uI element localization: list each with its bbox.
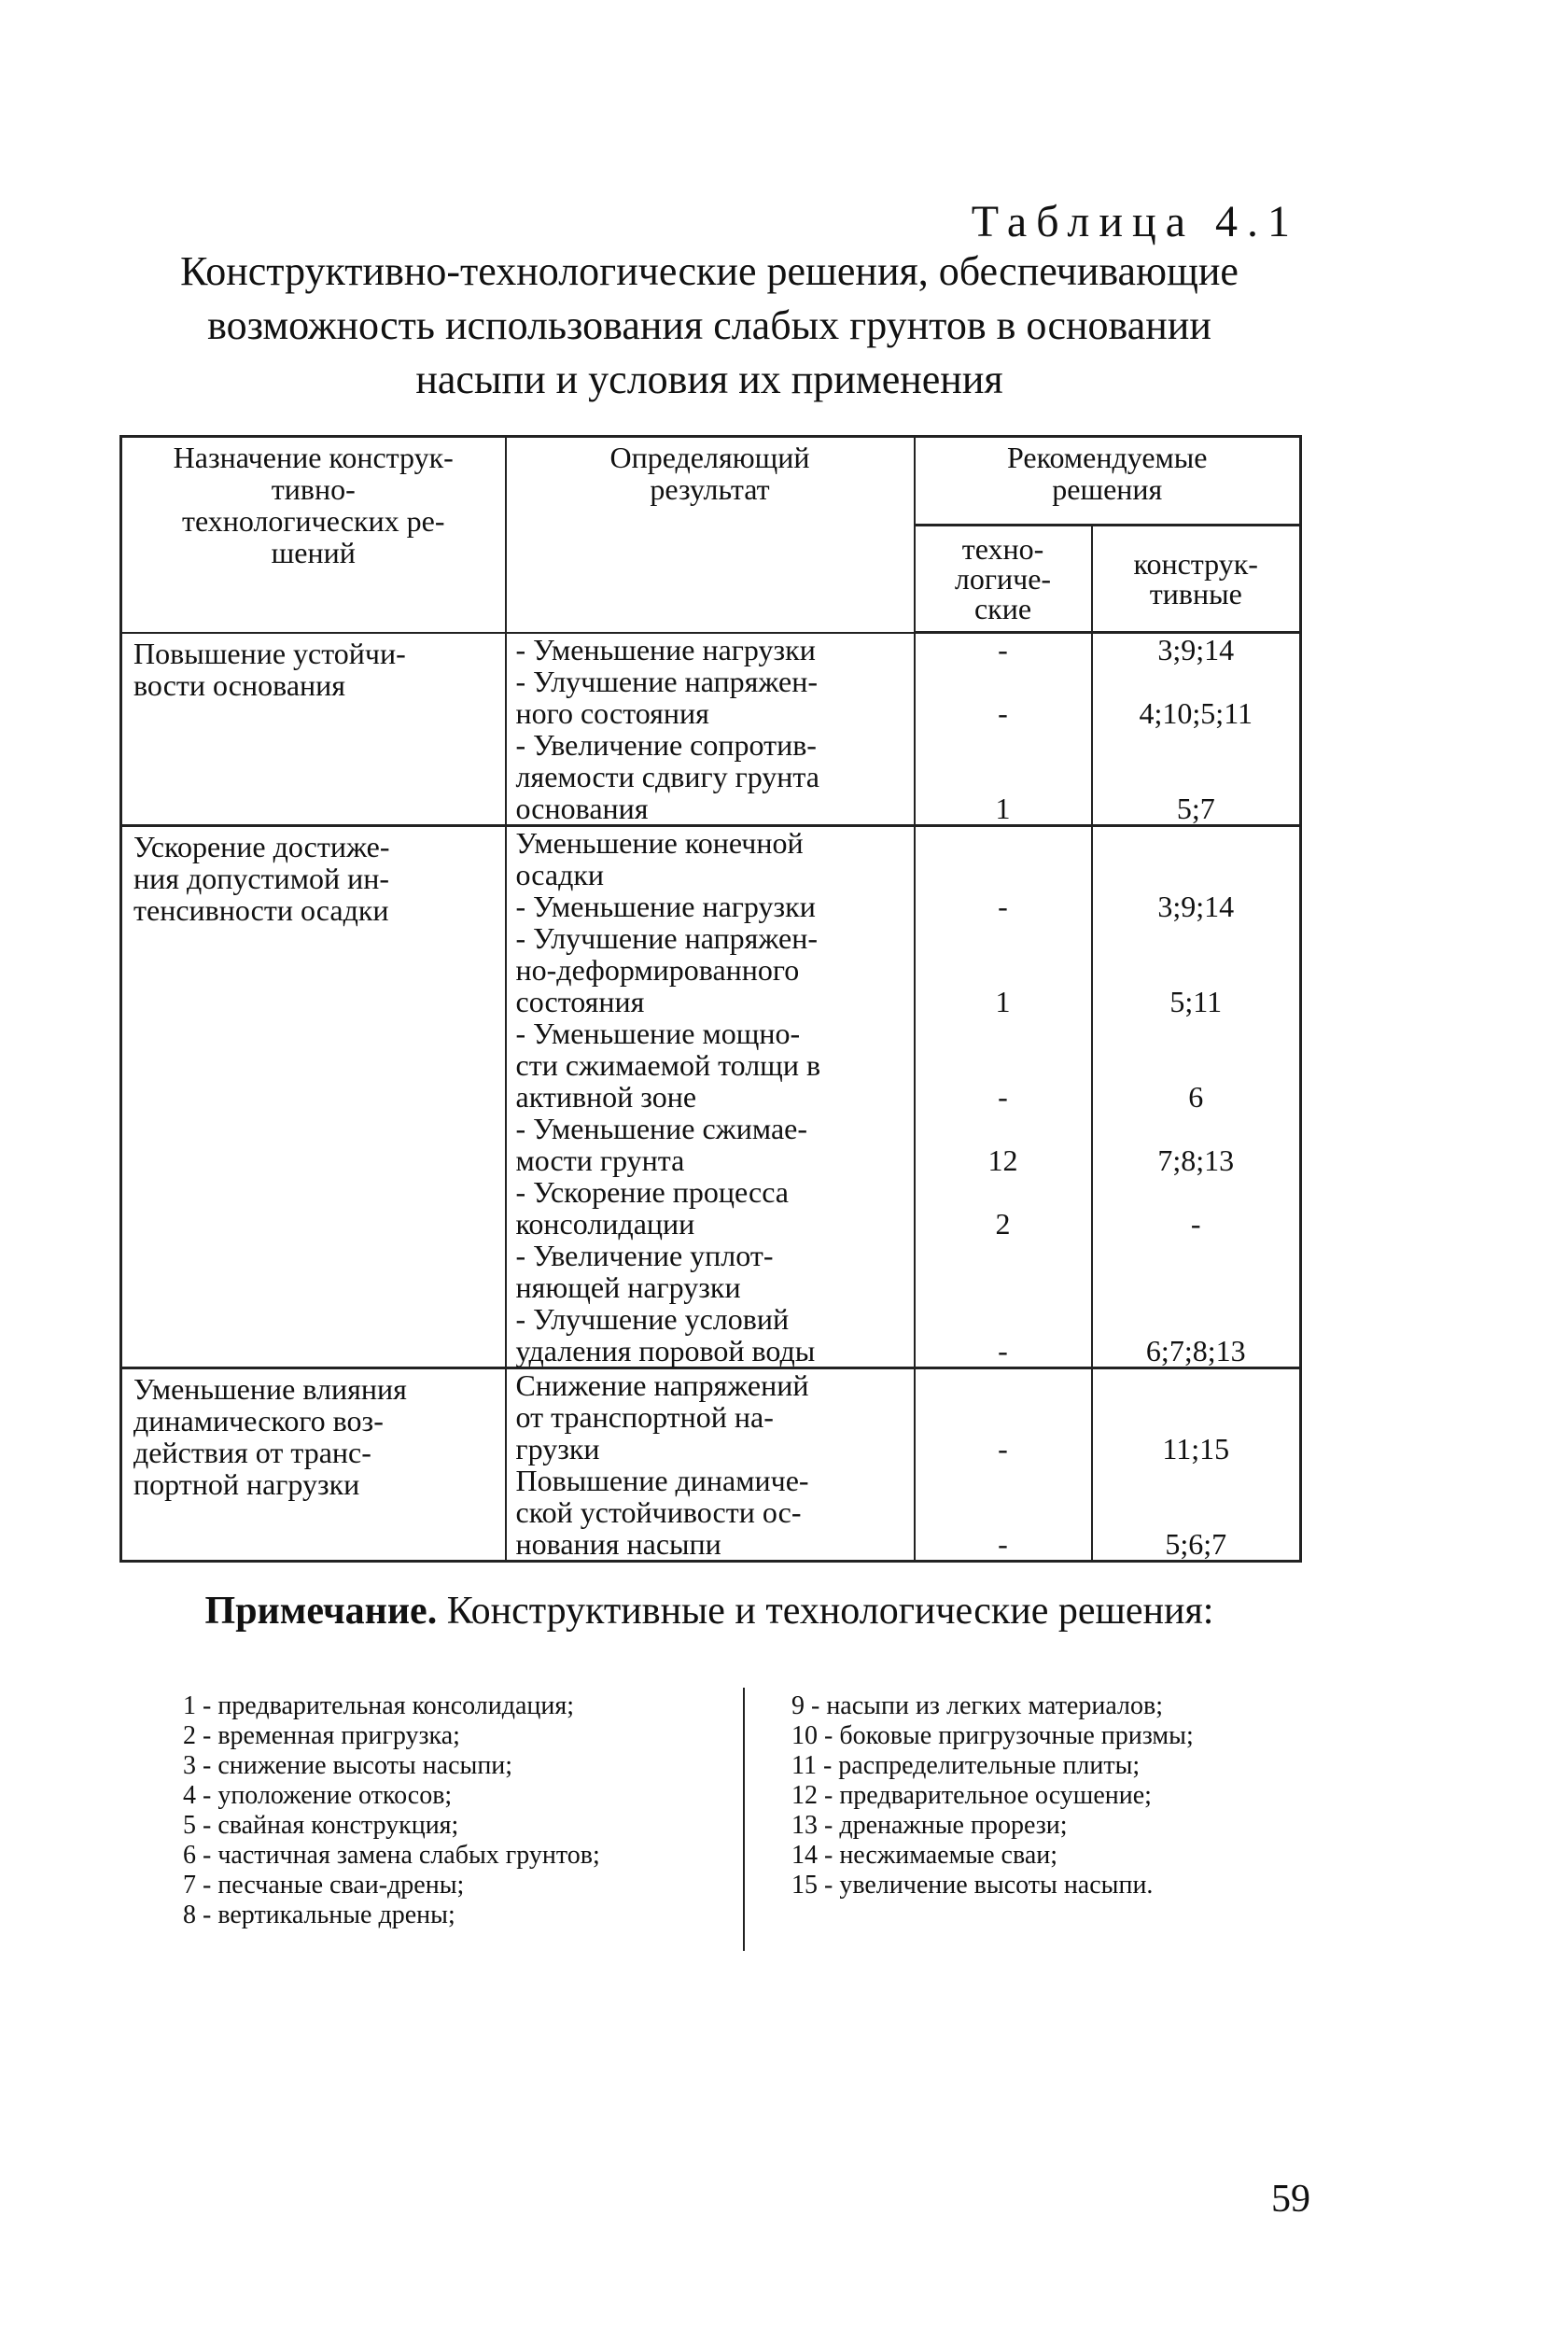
result-line: осадки (515, 858, 605, 891)
purpose-line: Повышение устойчи- (133, 636, 406, 670)
spacer (1093, 761, 1300, 792)
result-line: - Уменьшение нагрузки (515, 890, 816, 923)
result-line: ской устойчивости ос- (515, 1495, 802, 1529)
legend-item: 11 - распределительные плиты; (791, 1751, 1141, 1780)
spacer (1093, 1049, 1300, 1081)
purpose-line: действия от транс- (133, 1436, 371, 1469)
constructive-value: 6 (1188, 1080, 1204, 1114)
technological-value (916, 859, 1091, 891)
constructive-value: 3;9;14 (1157, 890, 1235, 923)
constructive-value: - (1190, 1207, 1201, 1241)
legend-item: 13 - дренажные прорези; (791, 1811, 1068, 1840)
result-line: - Уменьшение сжимае- (515, 1112, 807, 1145)
spacer (1093, 1176, 1300, 1208)
note (131, 1589, 1288, 1634)
result-line: ного состояния (515, 695, 709, 730)
title-line: возможность использования слабых грунтов в основании (207, 302, 1211, 348)
technological-value: 2 (995, 1207, 1011, 1241)
result-line: основания (515, 791, 649, 825)
technological-value: - (998, 633, 1008, 666)
purpose-line: Уменьшение влияния (133, 1372, 407, 1406)
purpose-cell (121, 1368, 506, 1562)
spacer (916, 1401, 1091, 1433)
constructive-cell (1092, 633, 1301, 826)
spacer (1093, 1240, 1300, 1271)
purpose-cell (121, 633, 506, 826)
spacer (1093, 1401, 1300, 1433)
result-line: Снижение напряжений (515, 1368, 809, 1402)
purpose-line: ния допустимой ин- (133, 862, 389, 895)
title-line: насыпи и условия их применения (415, 357, 1003, 402)
note-label: Примечание. (204, 1590, 438, 1633)
spacer (916, 1176, 1091, 1208)
constructive-value: 11;15 (1162, 1432, 1230, 1466)
spacer (1093, 1465, 1300, 1496)
technological-value: - (998, 1527, 1008, 1561)
solutions-table (119, 435, 1302, 1563)
spacer (916, 1303, 1091, 1335)
header-result: Определяющий результат (506, 437, 915, 633)
result-line: - Улучшение напряжен- (515, 921, 818, 955)
result-line: - Увеличение уплот- (515, 1239, 774, 1272)
legend-item: 9 - насыпи из легких материалов; (791, 1691, 1163, 1720)
spacer (916, 1017, 1091, 1049)
spacer (916, 1240, 1091, 1271)
technological-value: 1 (995, 792, 1011, 825)
constructive-value (1093, 859, 1300, 891)
result-line: грузки (515, 1432, 600, 1466)
header-constructive: конструк- тивные (1092, 526, 1301, 633)
purpose-line: Ускорение достиже- (133, 830, 390, 863)
note-text: Конструктивные и технологические решения: (437, 1590, 1214, 1633)
table-number: Таблица 4.1 (971, 197, 1299, 246)
technological-value: - (998, 1432, 1008, 1466)
legend-left-column (183, 1691, 600, 1930)
spacer (916, 1496, 1091, 1528)
legend-right-column (791, 1691, 1194, 1900)
spacer (916, 729, 1091, 761)
result-line: Уменьшение конечной (515, 826, 804, 860)
constructive-value: 7;8;13 (1157, 1143, 1235, 1177)
result-line: ляемости сдвигу грунта (515, 759, 819, 793)
result-line: мости грунта (515, 1143, 685, 1177)
result-line: Повышение динамиче- (515, 1464, 809, 1497)
result-cell (506, 633, 915, 826)
spacer (1093, 1369, 1300, 1401)
technological-value: - (998, 890, 1008, 923)
technological-value: 12 (987, 1143, 1018, 1177)
technological-value: - (998, 1334, 1008, 1367)
legend-item: 14 - несжимаемые сваи; (791, 1841, 1058, 1870)
result-line: - Улучшение условий (515, 1302, 790, 1336)
purpose-line: динамического воз- (133, 1404, 384, 1437)
legend-item: 3 - снижение высоты насыпи; (183, 1751, 513, 1780)
result-line: - Увеличение сопротив- (515, 727, 817, 762)
result-line: сти сжимаемой толщи в (515, 1048, 821, 1082)
spacer (916, 1113, 1091, 1144)
legend-item: 7 - песчаные сваи-дрены; (183, 1871, 465, 1900)
spacer (916, 1465, 1091, 1496)
constructive-value: 4;10;5;11 (1139, 696, 1253, 730)
page-number: 59 (1271, 2178, 1310, 2221)
table-title (131, 245, 1288, 407)
spacer (1093, 1113, 1300, 1144)
table-row (121, 826, 1301, 1368)
legend-divider (743, 1688, 745, 1951)
spacer (916, 1369, 1091, 1401)
result-line: состояния (515, 985, 645, 1018)
spacer (1093, 922, 1300, 954)
technological-cell (915, 1368, 1092, 1562)
spacer (916, 761, 1091, 792)
spacer (1093, 1017, 1300, 1049)
technological-cell (915, 633, 1092, 826)
constructive-value: 5;7 (1176, 792, 1215, 825)
constructive-value (1093, 1271, 1300, 1303)
title-line: Конструктивно-технологические решения, обеспечивающие (180, 248, 1239, 294)
technological-cell (915, 826, 1092, 1368)
header-recommended: Рекомендуемые решения (915, 437, 1301, 526)
spacer (916, 922, 1091, 954)
constructive-value: 6;7;8;13 (1145, 1334, 1246, 1367)
technological-value: 1 (995, 985, 1011, 1018)
spacer (916, 1049, 1091, 1081)
spacer (916, 827, 1091, 859)
spacer (1093, 827, 1300, 859)
legend-item: 5 - свайная конструкция; (183, 1811, 459, 1840)
result-cell (506, 826, 915, 1368)
legend-item: 8 - вертикальные дрены; (183, 1900, 455, 1929)
result-line: активной зоне (515, 1080, 697, 1114)
legend-item: 4 - уположение откосов; (183, 1781, 453, 1810)
technological-value: - (998, 1080, 1008, 1114)
result-line: консолидации (515, 1207, 695, 1241)
header-technological: техно- логиче- ские (915, 526, 1092, 633)
spacer (1093, 729, 1300, 761)
spacer (1093, 954, 1300, 986)
constructive-cell (1092, 1368, 1301, 1562)
result-line: - Ускорение процесса (515, 1175, 789, 1209)
result-line: - Улучшение напряжен- (515, 664, 818, 698)
spacer (1093, 1303, 1300, 1335)
spacer (1093, 1496, 1300, 1528)
purpose-line: портной нагрузки (133, 1467, 360, 1501)
table-row (121, 633, 1301, 826)
legend-item: 15 - увеличение высоты насыпи. (791, 1871, 1154, 1900)
technological-value (916, 1271, 1091, 1303)
legend-item: 10 - боковые пригрузочные призмы; (791, 1721, 1194, 1750)
legend-item: 2 - временная пригрузка; (183, 1721, 460, 1750)
result-line: - Уменьшение нагрузки (515, 632, 816, 666)
result-line: от транспортной на- (515, 1400, 774, 1434)
result-line: но-деформированного (515, 953, 800, 987)
legend-item: 12 - предварительное осушение; (791, 1781, 1152, 1810)
legend-item: 1 - предварительная консолидация; (183, 1691, 575, 1720)
technological-value: - (998, 696, 1008, 730)
purpose-cell (121, 826, 506, 1368)
purpose-line: тенсивности осадки (133, 893, 389, 927)
result-line: нования насыпи (515, 1527, 721, 1561)
result-cell (506, 1368, 915, 1562)
constructive-cell (1092, 826, 1301, 1368)
spacer (916, 666, 1091, 697)
legend-item: 6 - частичная замена слабых грунтов; (183, 1841, 600, 1870)
header-purpose: Назначение конструк- тивно- технологических ре- шений (121, 437, 506, 633)
result-line: няющей нагрузки (515, 1270, 741, 1304)
constructive-value: 5;11 (1169, 985, 1223, 1018)
constructive-value: 3;9;14 (1157, 633, 1235, 666)
purpose-line: вости основания (133, 667, 345, 702)
spacer (1093, 666, 1300, 697)
result-line: удаления поровой воды (515, 1334, 816, 1367)
spacer (916, 954, 1091, 986)
constructive-value: 5;6;7 (1165, 1527, 1227, 1561)
result-line: - Уменьшение мощно- (515, 1017, 801, 1050)
table-row (121, 1368, 1301, 1562)
